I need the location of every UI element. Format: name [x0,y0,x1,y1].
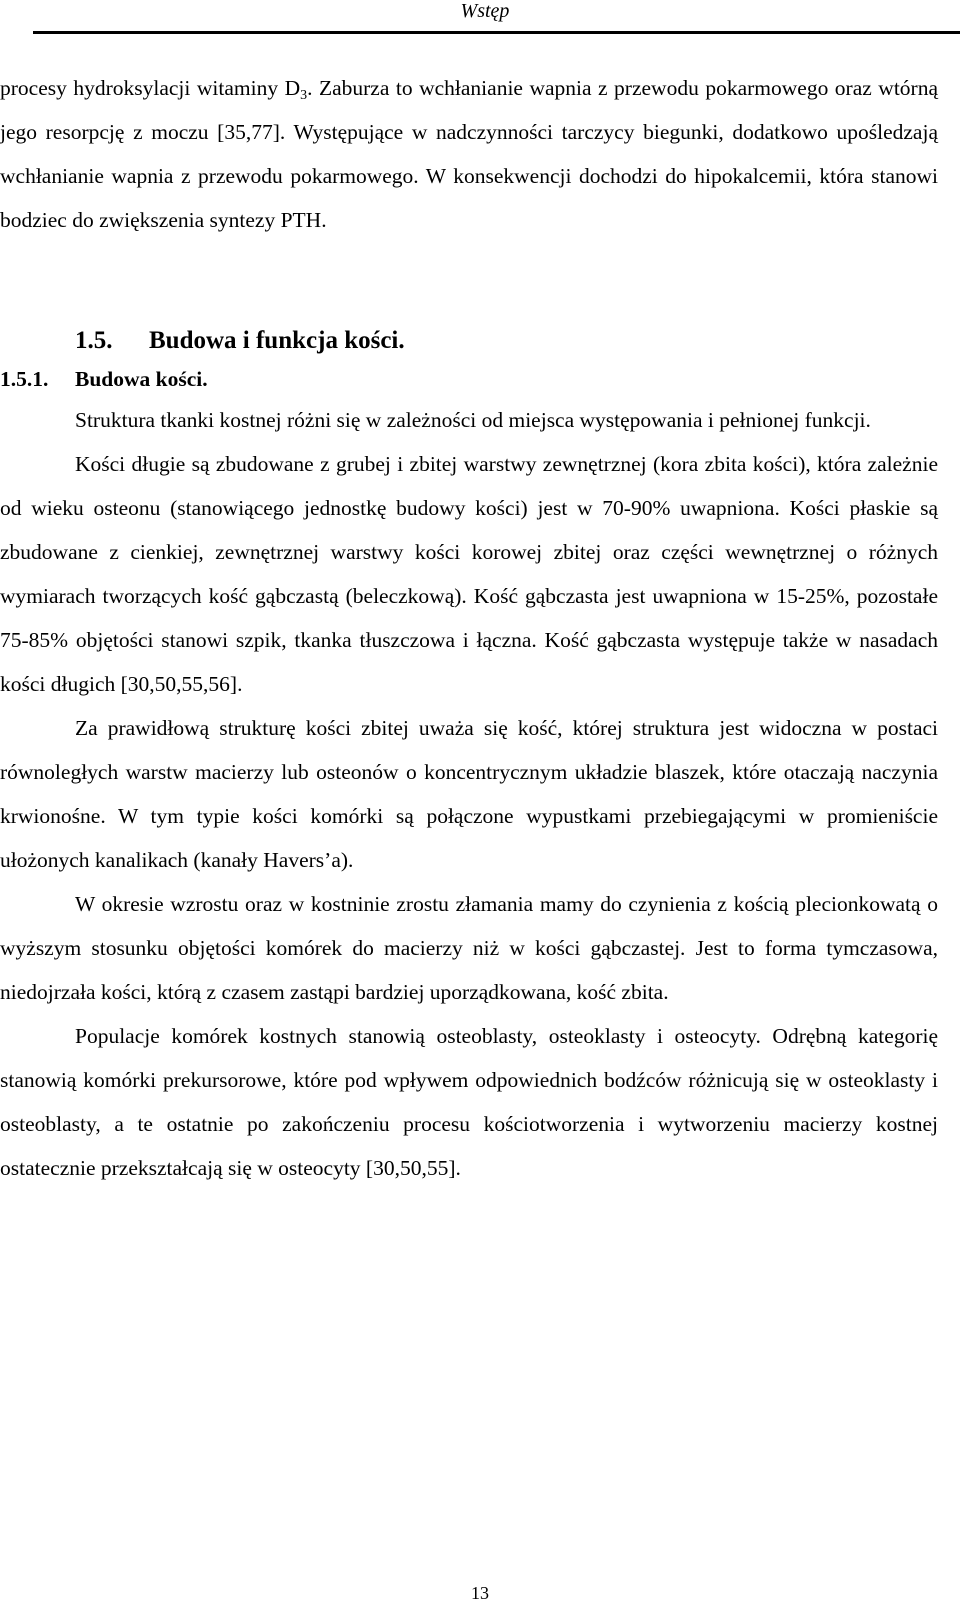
body-paragraph: W okresie wzrostu oraz w kostninie zrostu złamania mamy do czynienia z kością plecionkowatą o wyższym stosunku objętości komórek do macierzy niż w kości gąbczastej. Jest to forma tymczasowa, niedojrzała kości, którą z czasem zastąpi bardziej uporządkowana, kość zbita. [0,892,938,1004]
page-number: 13 [471,1583,489,1603]
body-paragraph: Za prawidłową strukturę kości zbitej uważa się kość, której struktura jest widoczna w postaci równoległych warstw macierzy lub osteonów o koncentrycznym układzie blaszek, które otaczają naczynia krwionośne. W tym typie kości komórki są połączone wypustkami przebiegającymi w promieniście ułożonych kanalikach (kanały Havers’a). [0,716,938,872]
intro-text-end: . Zaburza to wchłanianie wapnia z przewodu pokarmowego oraz wtórną jego resorpcję z moczu [35,77]. Występujące w nadczynności tarczycy biegunki, dodatkowo upośledzają wchłanianie wapnia z przewodu pokarmowego. W konsekwencji dochodzi do hipokalcemii, która stanowi bodziec do zwiększenia syntezy PTH. [0,76,938,232]
intro-subscript: 3 [300,88,308,103]
intro-text-start: procesy hydroksylacji witaminy D [0,76,301,100]
header-rule [33,31,960,34]
page-header [0,0,960,34]
body-paragraph: Kości długie są zbudowane z grubej i zbitej warstwy zewnętrznej (kora zbita kości), która zależnie od wieku osteonu (stanowiącego jednostkę budowy kości) jest w 70-90% uwapniona. Kości płaskie są zbudowane z cienkiej, zewnętrznej warstwy kości korowej zbitej oraz części wewnętrznej o różnych wymiarach tworzących kość gąbczastą (beleczkową). Kość gąbczasta jest uwapniona w 15-25%, pozostałe 75-85% objętości stanowi szpik, tkanka tłuszczowa i łączna. Kość gąbczasta występuje także w nasadach kości długich [30,50,55,56]. [0,452,938,696]
page-body [0,66,938,1190]
intro-paragraph [0,66,938,242]
subsection-number: 1.5.1. [0,367,49,391]
body-paragraph: Struktura tkanki kostnej różni się w zależności od miejsca występowania i pełnionej funkcji. [75,408,871,432]
subsection-title: Budowa kości. [75,367,208,391]
running-header-title: Wstęp [460,0,510,22]
section-title: Budowa i funkcja kości. [149,327,405,354]
subsection-heading [0,366,938,392]
section-heading [0,322,938,360]
section-number: 1.5. [75,327,113,354]
body-paragraph: Populacje komórek kostnych stanowią osteoblasty, osteoklasty i osteocyty. Odrębną kategorię stanowią komórki prekursorowe, które pod wpływem odpowiednich bodźców różnicują się w osteoklasty i osteoblasty, a te ostatnie po zakończeniu procesu kościotworzenia i wytworzeniu macierzy kostnej ostatecznie przekształcają się w osteocyty [30,50,55]. [0,1024,938,1180]
